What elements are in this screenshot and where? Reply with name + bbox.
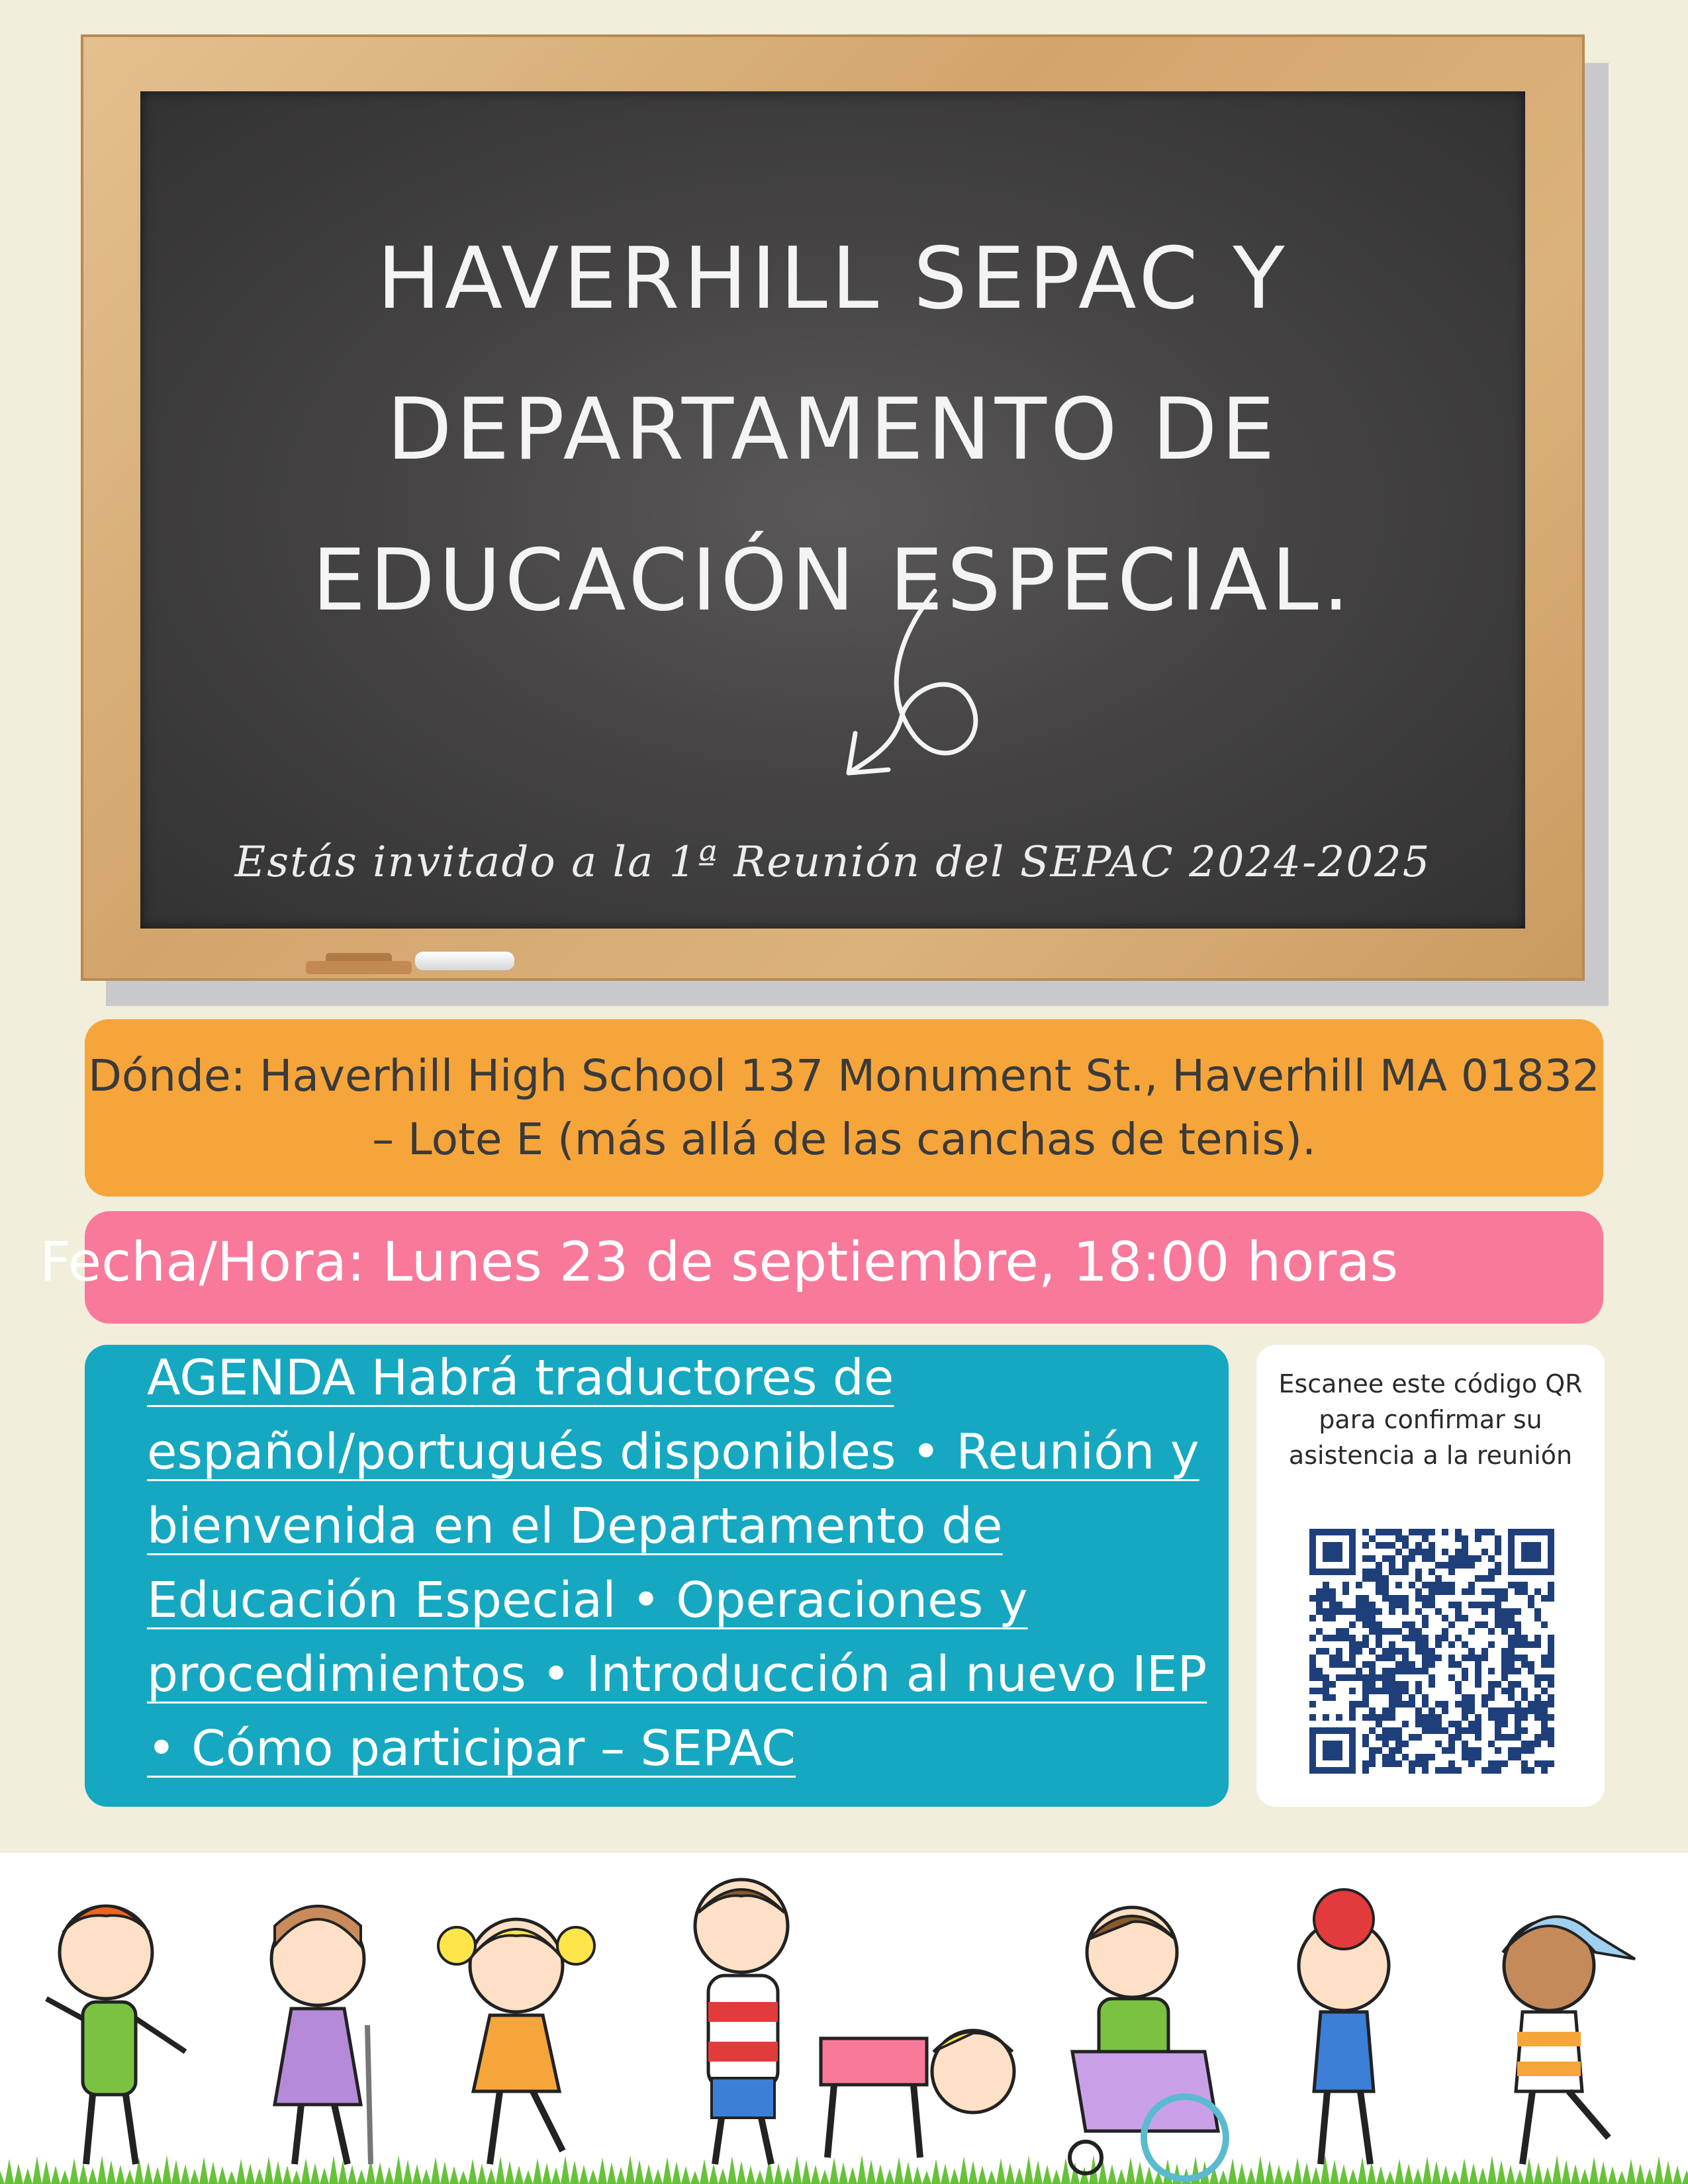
qr-card: [1256, 1345, 1605, 1807]
kid-7-icon: [1299, 1889, 1389, 2164]
eraser-icon: [306, 952, 412, 976]
kid-3-icon: [438, 1919, 594, 2164]
page-title: [140, 204, 1525, 657]
qr-code-icon[interactable]: [1309, 1529, 1554, 1774]
curly-arrow-icon: [835, 584, 1047, 783]
title-line-1: HAVERHILL SEPAC Y: [377, 230, 1289, 328]
agenda-text: AGENDA Habrá traductores de español/portugués disponibles • Reunión y bienvenida en el Departamento de Educación Especial • Operaciones y procedimientos • Introducción al nuevo IEP • Cómo participar – SEPAC: [147, 1349, 1207, 1777]
children-playing-icon: [0, 1853, 1688, 2184]
chalk-icon: [415, 952, 514, 970]
invitation-subtitle: Estás invitado a la 1ª Reunión del SEPAC 2024-2025: [234, 838, 1431, 887]
kid-5-icon: [821, 2030, 1014, 2158]
datetime-text: Fecha/Hora: Lunes 23 de septiembre, 18:00 horas: [40, 1231, 1399, 1294]
kids-illustration: [0, 1853, 1688, 2184]
kid-6-wheelchair-icon: [1070, 1907, 1226, 2179]
kid-4-icon: [695, 1880, 788, 2164]
kid-1-icon: [46, 1906, 185, 2164]
kid-2-icon: [271, 1906, 371, 2164]
title-line-3: EDUCACIÓN ESPECIAL.: [312, 531, 1354, 630]
title-line-2: DEPARTAMENTO DE: [387, 381, 1279, 479]
qr-caption: Escanee este código QR para confirmar su asistencia a la reunión: [1278, 1369, 1583, 1470]
grass-icon: [0, 2155, 1688, 2184]
chalkboard: [140, 91, 1525, 929]
location-banner: Dónde: Haverhill High School 137 Monument St., Haverhill MA 01832 – Lote E (más allá de las canchas de tenis).: [85, 1019, 1603, 1197]
kid-8-icon: [1503, 1917, 1635, 2164]
chalkboard-frame: [81, 34, 1585, 981]
